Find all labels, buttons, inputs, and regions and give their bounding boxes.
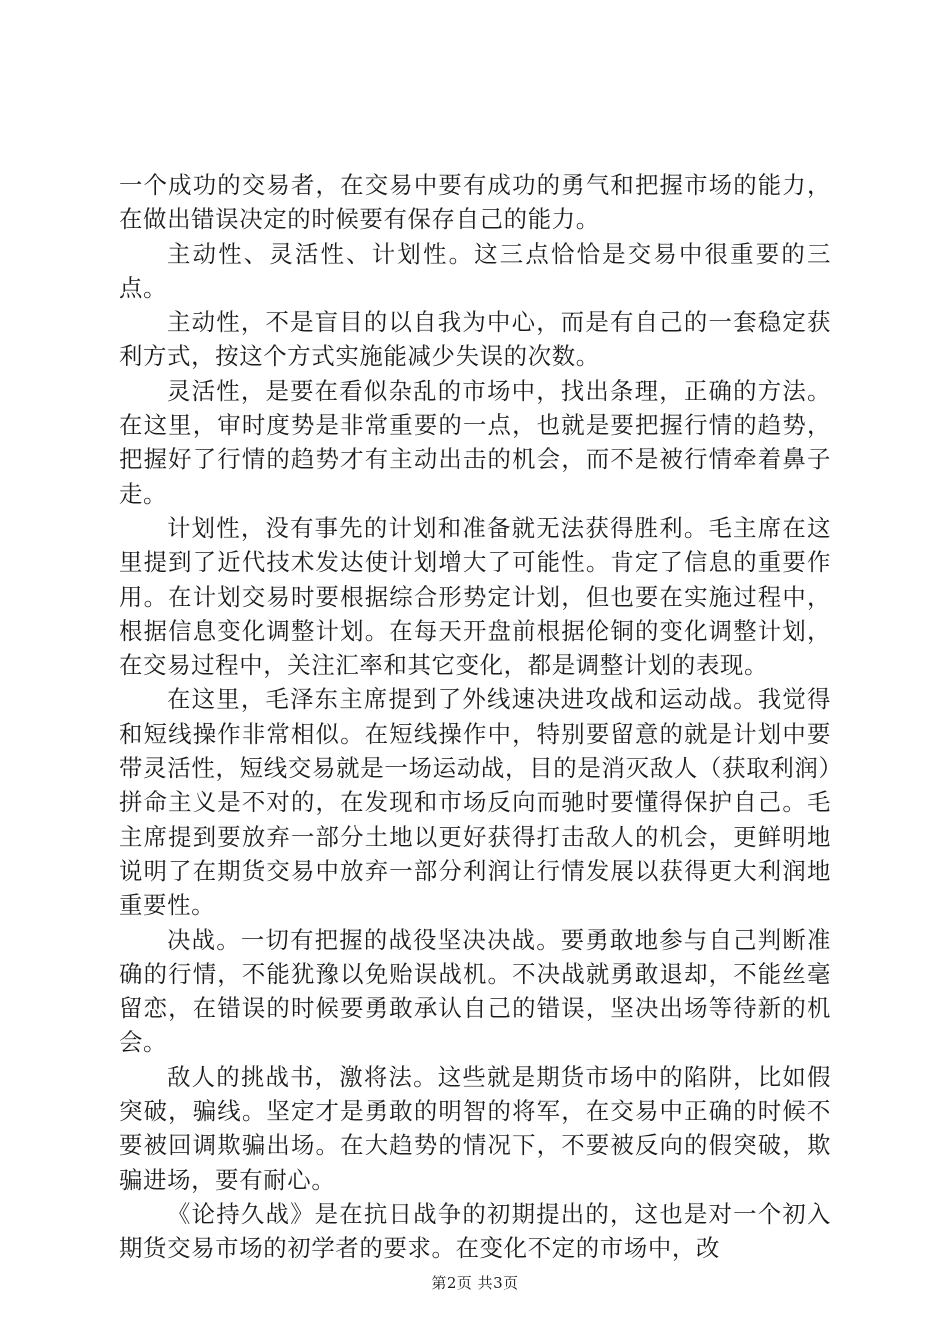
paragraph: 灵活性，是要在看似杂乱的市场中，找出条理，正确的方法。在这里，审时度势是非常重要的一点，也就是要把握行情的趋势，把握好了行情的趋势才有主动出击的机会，而不是被行情牵着鼻子走。 <box>119 376 831 508</box>
paragraph: 主动性、灵活性、计划性。这三点恰恰是交易中很重要的三点。 <box>119 239 831 302</box>
paragraph: 计划性，没有事先的计划和准备就无法获得胜利。毛主席在这里提到了近代技术发达使计划增大了可能性。肯定了信息的重要作用。在计划交易时要根据综合形势定计划，但也要在实施过程中，根据信息变化调整计划。在每天开盘前根据伦铜的变化调整计划，在交易过程中，关注汇率和其它变化，都是调整计划的表现。 <box>119 513 831 680</box>
paragraph: 在这里，毛泽东主席提到了外线速决进攻战和运动战。我觉得和短线操作非常相似。在短线操作中，特别要留意的就是计划中要带灵活性，短线交易就是一场运动战，目的是消灭敌人（获取利润）拼命主义是不对的，在发现和市场反向而驰时要懂得保护自己。毛主席提到要放弃一部分土地以更好获得打击敌人的机会，更鲜明地说明了在期货交易中放弃一部分利润让行情发展以获得更大利润地重要性。 <box>119 685 831 920</box>
page-footer: 第2页 共3页 <box>431 1274 519 1292</box>
paragraph: 《论持久战》是在抗日战争的初期提出的，这也是对一个初入期货交易市场的初学者的要求。在变化不定的市场中，改 <box>119 1199 831 1263</box>
document-body <box>119 168 831 1266</box>
paragraph: 敌人的挑战书，激将法。这些就是期货市场中的陷阱，比如假突破，骗线。坚定才是勇敢的明智的将军，在交易中正确的时候不要被回调欺骗出场。在大趋势的情况下，不要被反向的假突破，欺骗进场，要有耐心。 <box>119 1062 831 1194</box>
paragraph: 一个成功的交易者，在交易中要有成功的勇气和把握市场的能力，在做出错误决定的时候要有保存自己的能力。 <box>119 171 831 234</box>
paragraph: 决战。一切有把握的战役坚决决战。要勇敢地参与自己判断准确的行情，不能犹豫以免贻误战机。不决战就勇敢退却，不能丝毫留恋，在错误的时候要勇敢承认自己的错误，坚决出场等待新的机会。 <box>119 925 831 1057</box>
paragraph: 主动性，不是盲目的以自我为中心，而是有自己的一套稳定获利方式，按这个方式实施能减少失误的次数。 <box>119 308 831 371</box>
